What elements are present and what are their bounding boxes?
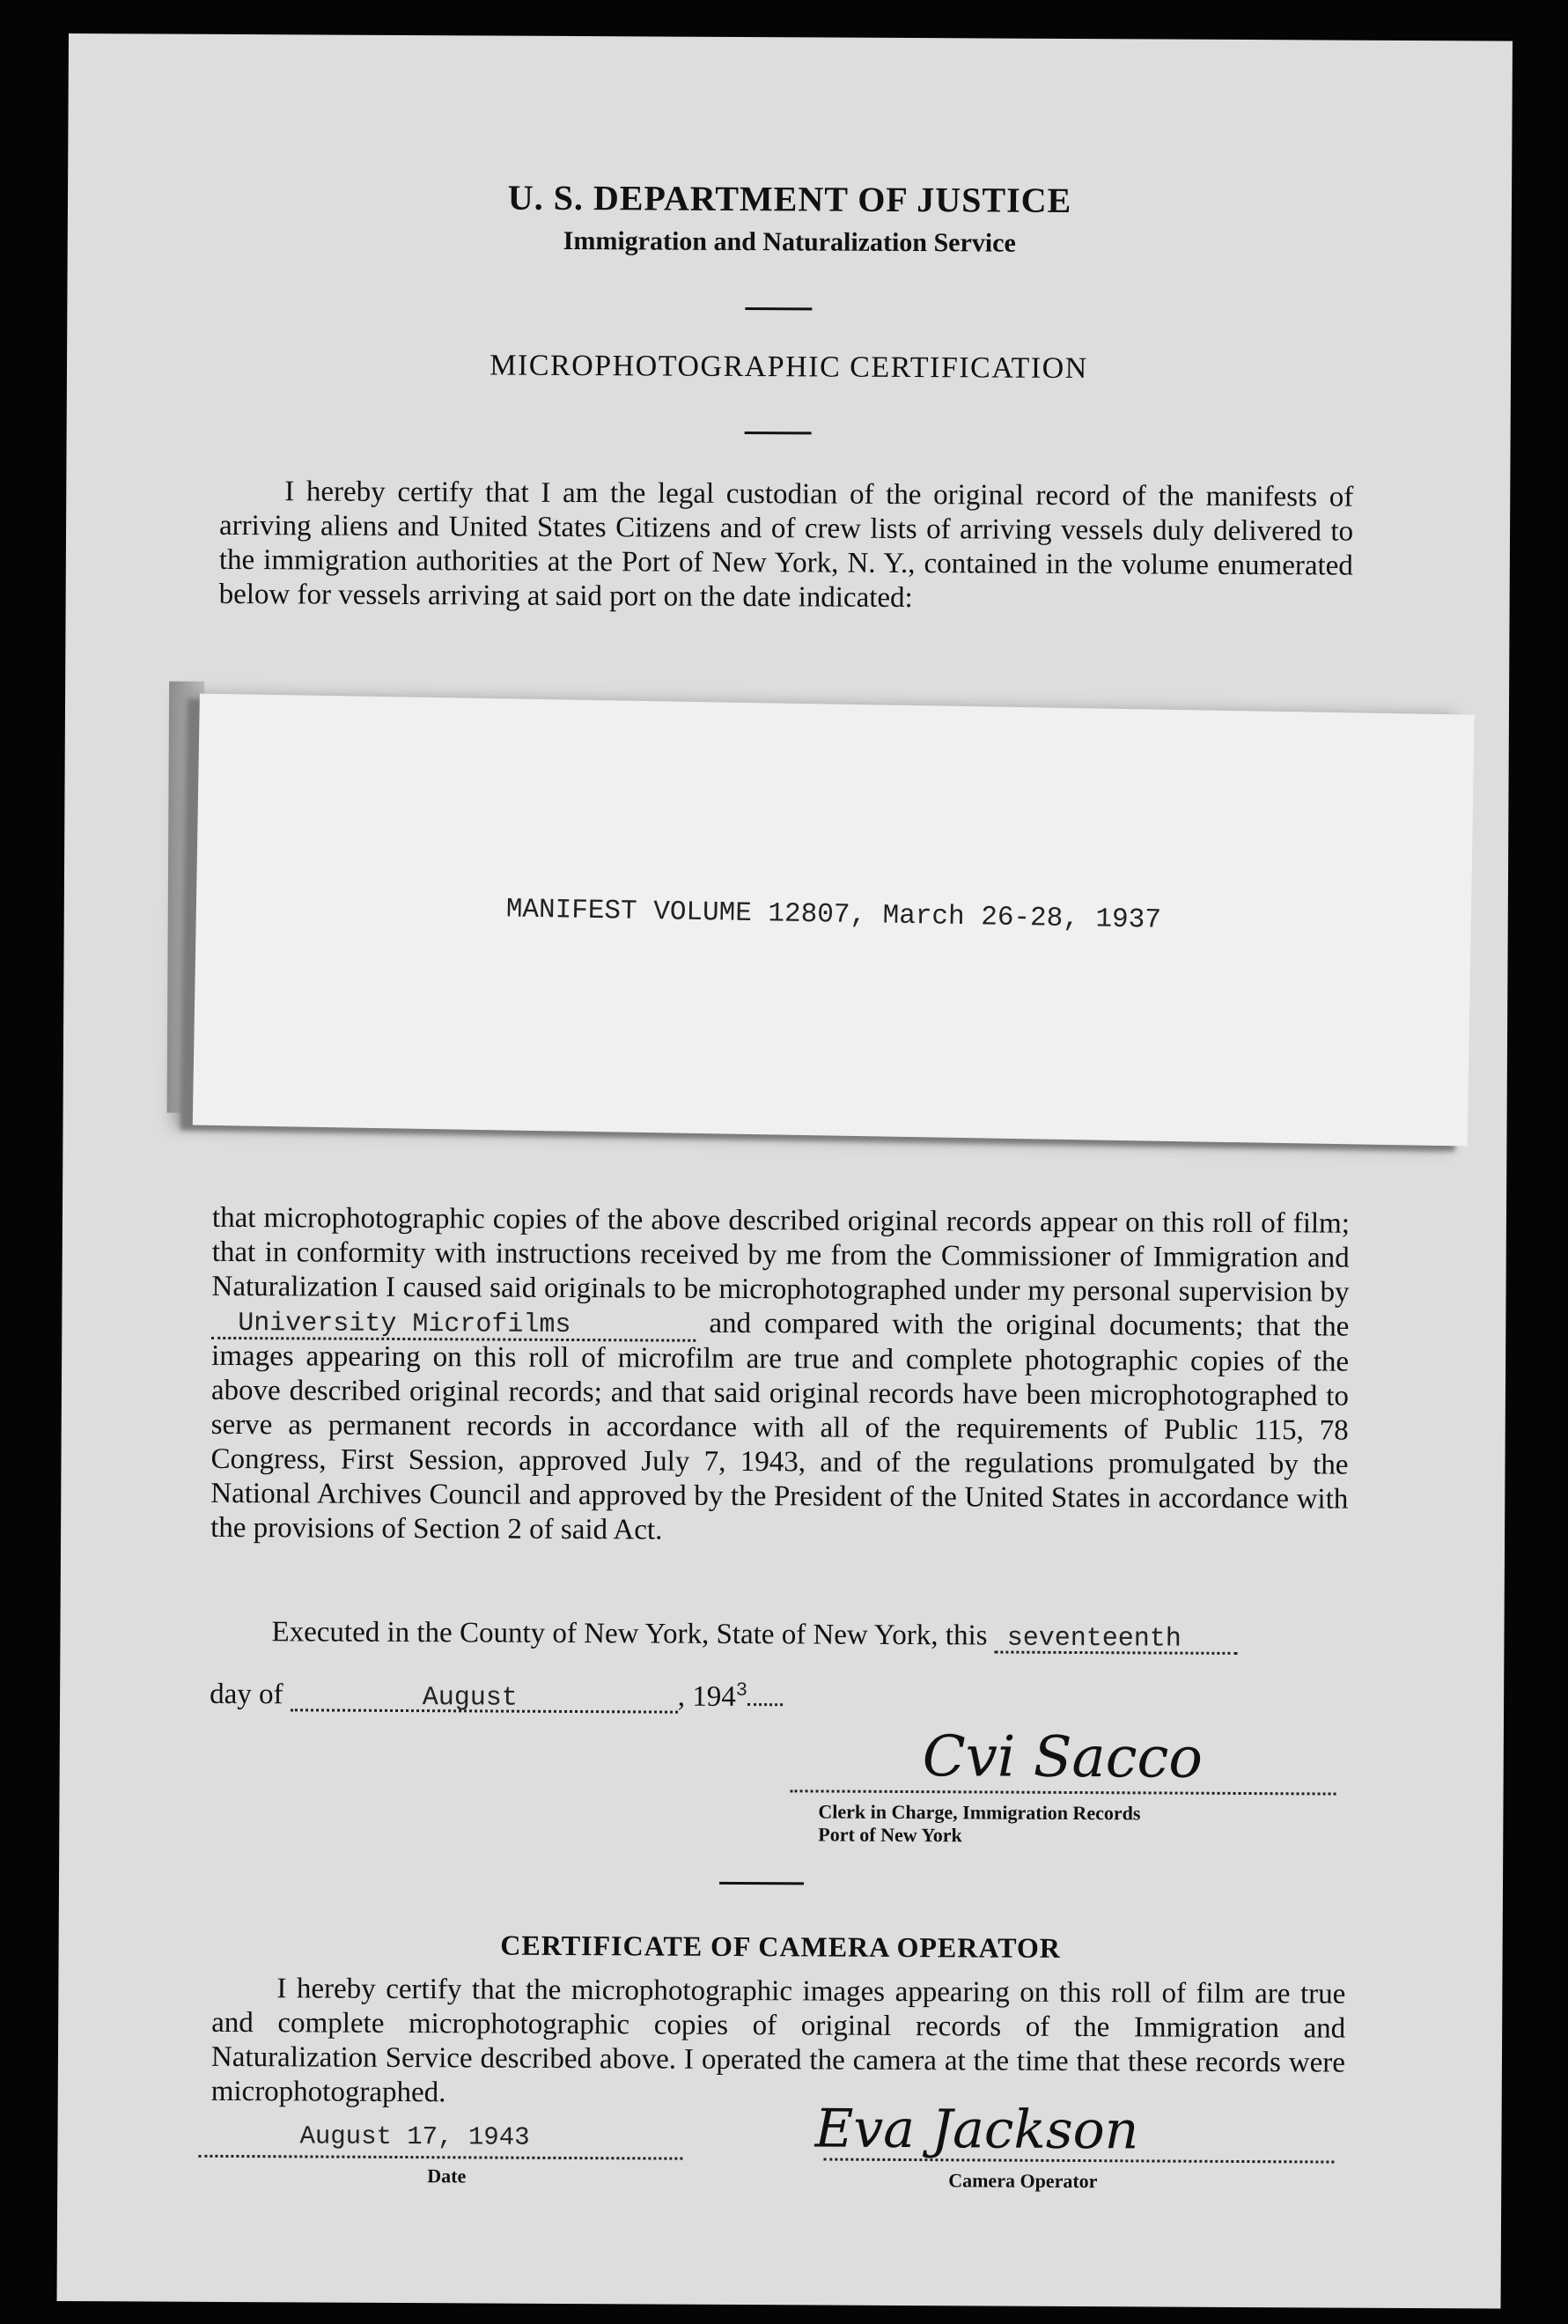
divider xyxy=(719,1882,804,1885)
execution-line xyxy=(271,1615,1363,1655)
execution-date-line xyxy=(210,1671,1002,1716)
certification-title: MICROPHOTOGRAPHIC CERTIFICATION xyxy=(490,349,1088,386)
copies-statement-lead: that microphotographic copies of the above described original records appear on this roll of film; that in conformity with instructions received by me from the Commissioner of Immigration and Naturalization I caused said originals to be microphotographed under my personal supervision by xyxy=(211,1201,1351,1309)
manifest-volume-slip xyxy=(193,694,1475,1147)
day-of-label: day of xyxy=(210,1678,283,1711)
operator-signature-line xyxy=(823,2158,1334,2164)
manifest-volume-text: MANIFEST VOLUME 12807, March 26-28, 1937 xyxy=(505,894,1162,936)
certificate-page xyxy=(57,33,1513,2309)
execution-day-field: seventeenth xyxy=(995,1627,1238,1655)
custodian-statement: I hereby certify that I am the legal custodian of the original record of the manifests of arriving aliens and United States Citizens and of crew lists of arriving vessels duly delivered to the immigration authorities at the Port of New York, N. Y., contained in the volume enumerated below for vessels arriving at said port on the date indicated: xyxy=(218,476,1354,615)
execution-lead: Executed in the County of New York, State of New York, this xyxy=(271,1616,988,1652)
divider xyxy=(745,432,812,434)
divider xyxy=(745,307,812,310)
camera-operator-title: CERTIFICATE OF CAMERA OPERATOR xyxy=(500,1929,1062,1964)
year-dots xyxy=(747,1703,783,1706)
service-subheading: Immigration and Naturalization Service xyxy=(563,225,1016,258)
copies-statement-rest: and compared with the original documents; that the images appearing on this roll of microfilm are true and complete photographic copies of the above described original records; and that said original records have been microphotographed to serve as permanent records in accordance with all of the requirements of Public 115, 78 Congress, First Session, approved July 7, 1943, and of the regulations promulgated by the National Archives Council and approved by the President of the United States in accordance with the provisions of Section 2 of said Act. xyxy=(210,1307,1350,1546)
clerk-title: Clerk in Charge, Immigration Records xyxy=(818,1800,1141,1825)
clerk-signature: Cvi Sacco xyxy=(922,1724,1204,1791)
year-prefix: , 194 xyxy=(677,1680,736,1713)
clerk-signature-line xyxy=(791,1789,1336,1795)
year-suffix: 3 xyxy=(735,1678,748,1702)
supervisor-field: University Microfilms xyxy=(211,1310,696,1342)
operator-date-label: Date xyxy=(427,2165,467,2188)
department-heading: U. S. DEPARTMENT OF JUSTICE xyxy=(507,177,1072,220)
copies-statement xyxy=(210,1201,1350,1552)
operator-label: Camera Operator xyxy=(948,2169,1098,2193)
operator-date-value: August 17, 1943 xyxy=(299,2121,530,2152)
clerk-office: Port of New York xyxy=(818,1823,962,1847)
operator-signature: Eva Jackson xyxy=(814,2098,1139,2162)
camera-operator-statement: I hereby certify that the microphotographic images appearing on this roll of film are true and complete microphotographic copies of original records of the Immigration and Naturalization Service described above. I operated the camera at the time that these records were microphotographed. xyxy=(210,1973,1346,2109)
execution-month-field: August xyxy=(291,1686,678,1713)
operator-date-line xyxy=(198,2155,682,2160)
